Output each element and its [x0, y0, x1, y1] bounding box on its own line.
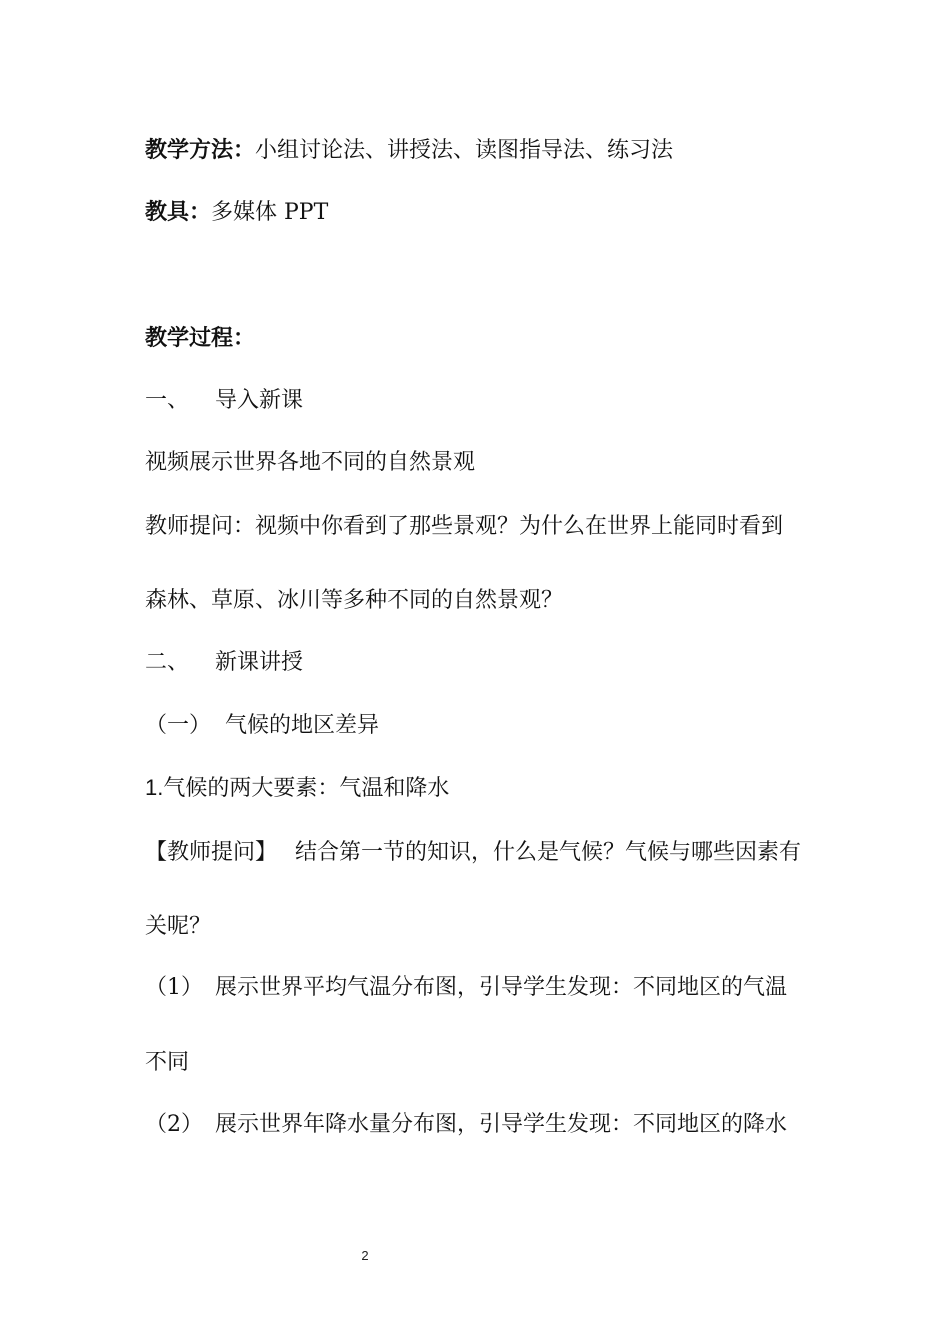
teacher-question-2-line-2	[145, 912, 211, 942]
subsection-1-number: （一）	[145, 713, 212, 738]
item-1-line-1	[145, 973, 787, 1003]
item-2-text-1: 展示世界年降水量分布图，引导学生发现：不同地区的降水	[215, 1112, 788, 1137]
section-2-number: 二、	[145, 650, 190, 675]
teacher-question-2-line-1	[145, 838, 801, 868]
section-1-heading	[145, 386, 303, 416]
section-2-heading	[145, 648, 303, 678]
teaching-method-label: 教学方法：	[145, 138, 256, 163]
section-1-number: 一、	[145, 388, 190, 413]
teacher-question-1-line-2	[145, 586, 563, 616]
intro-video-line	[145, 448, 475, 478]
teaching-process-heading	[145, 324, 255, 354]
teacher-question-1-text-2: 森林、草原、冰川等多种不同的自然景观？	[145, 588, 564, 613]
item-2-line-1	[145, 1110, 787, 1140]
item-2-number: （2）	[145, 1112, 203, 1137]
teacher-question-1-line-1	[145, 512, 783, 542]
subsection-1-heading	[145, 711, 379, 741]
section-2-title: 新课讲授	[215, 650, 304, 675]
item-1-line-2	[145, 1048, 189, 1078]
section-1-title: 导入新课	[215, 388, 304, 413]
teaching-method-line	[145, 136, 673, 166]
point-1-line	[145, 773, 449, 804]
teacher-question-2-text-2: 关呢？	[145, 914, 212, 939]
teacher-question-2-text-1: 结合第一节的知识，什么是气候？气候与哪些因素有	[295, 840, 802, 865]
teaching-method-text: 小组讨论法、讲授法、读图指导法、练习法	[255, 138, 674, 163]
teaching-tools-label: 教具：	[145, 200, 212, 225]
teaching-tools-text: 多媒体 PPT	[211, 200, 329, 225]
teaching-process-label: 教学过程：	[145, 326, 256, 351]
item-1-text-1: 展示世界平均气温分布图，引导学生发现：不同地区的气温	[215, 975, 788, 1000]
item-1-text-2: 不同	[145, 1050, 190, 1075]
intro-video-text: 视频展示世界各地不同的自然景观	[145, 450, 476, 475]
point-1-number: 1.	[145, 775, 164, 800]
teaching-tools-line	[145, 198, 328, 228]
page-number: 2	[361, 1248, 369, 1263]
item-1-number: （1）	[145, 975, 203, 1000]
point-1-text: 气候的两大要素：气温和降水	[163, 776, 450, 801]
teacher-question-1-text-1: 教师提问：视频中你看到了那些景观？为什么在世界上能同时看到	[145, 514, 784, 539]
subsection-1-title: 气候的地区差异	[225, 713, 380, 738]
teacher-question-2-tag: 【教师提问】	[145, 840, 278, 865]
